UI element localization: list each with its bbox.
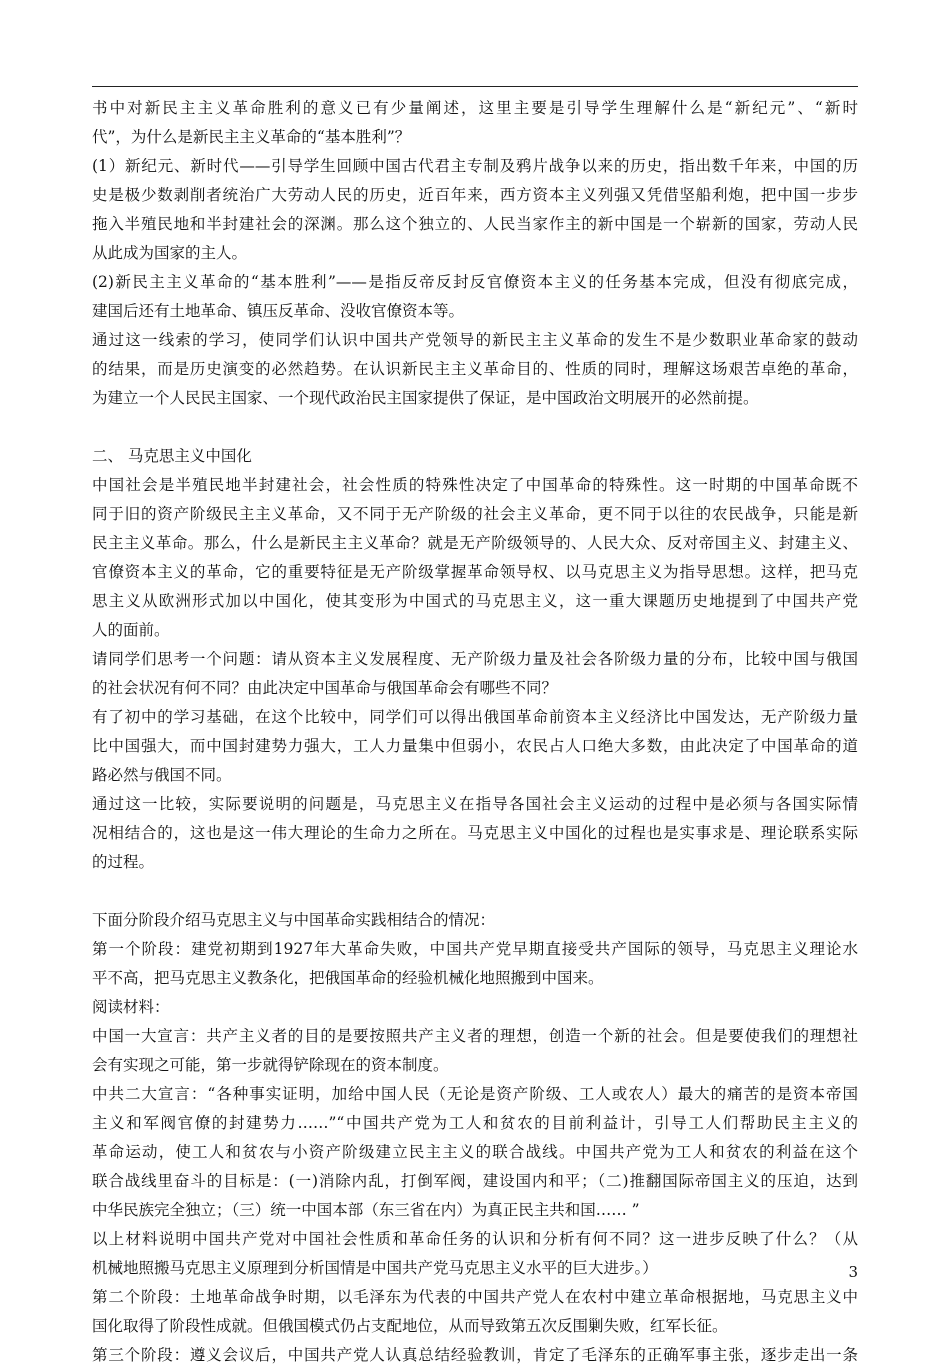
text-line: 官僚资本主义的革命，它的重要特征是无产阶级掌握革命领导权、以马克思主义为指导思想。这样，把马克 — [92, 563, 858, 581]
text-line: 中共二大宣言：“各种事实证明，加给中国人民（无论是资产阶级、工人或农人）最大的痛苦的是资本帝国 — [92, 1085, 858, 1103]
text-line: (2)新民主主义革命的“基本胜利”——是指反帝反封反官僚资本主义的任务基本完成，但没有彻底完成， — [92, 273, 858, 291]
text-line: 第一个阶段：建党初期到1927年大革命失败，中国共产党早期直接受共产国际的领导，马克思主义理论水 — [92, 940, 858, 958]
text-line: 请同学们思考一个问题：请从资本主义发展程度、无产阶级力量及社会各阶级力量的分布，比较中国与俄国 — [92, 650, 858, 668]
blank-line — [92, 413, 858, 442]
text-line: 拖入半殖民地和半封建社会的深渊。那么这个独立的、人民当家作主的新中国是一个崭新的国家，劳动人民 — [92, 215, 858, 233]
text-line: 第二个阶段：土地革命战争时期，以毛泽东为代表的中国共产党人在农村中建立革命根据地，马克思主义中 — [92, 1288, 858, 1306]
text-line: 民主主义革命。那么，什么是新民主主义革命？就是无产阶级领导的、人民大众、反对帝国主义、封建主义、 — [92, 534, 858, 552]
text-line: 有了初中的学习基础，在这个比较中，同学们可以得出俄国革命前资本主义经济比中国发达，无产阶级力量 — [92, 708, 858, 726]
text-line: 联合战线里奋斗的目标是：(一)消除内乱，打倒军阀，建设国内和平；（二)推翻国际帝国主义的压迫，达到 — [92, 1172, 858, 1190]
text-line: 通过这一线索的学习，使同学们认识中国共产党领导的新民主主义革命的发生不是少数职业革命家的鼓动 — [92, 331, 858, 349]
text-line: 的社会状况有何不同？由此决定中国革命与俄国革命会有哪些不同？ — [92, 679, 558, 697]
text-line: 况相结合的，这也是这一伟大理论的生命力之所在。马克思主义中国化的过程也是实事求是、理论联系实际 — [92, 824, 858, 842]
text-line: (1）新纪元、新时代——引导学生回顾中国古代君主专制及鸦片战争以来的历史，指出数千年来，中国的历 — [92, 157, 858, 175]
text-line: 为建立一个人民民主国家、一个现代政治民主国家提供了保证，是中国政治文明展开的必然前提。 — [92, 389, 759, 407]
text-line: 国化取得了阶段性成就。但俄国模式仍占支配地位，从而导致第五次反围剿失败，红军长征。 — [92, 1317, 728, 1335]
text-line: 第三个阶段：遵义会议后，中国共产党人认真总结经验教训，肯定了毛泽东的正确军事主张，逐步走出一条 — [92, 1346, 858, 1364]
text-line: 平不高，把马克思主义教条化，把俄国革命的经验机械化地照搬到中国来。 — [92, 969, 604, 987]
page-number: 3 — [848, 1263, 858, 1281]
text-line: 中国一大宣言：共产主义者的目的是要按照共产主义者的理想，创造一个新的社会。但是要使我们的理想社 — [92, 1027, 858, 1045]
text-line: 下面分阶段介绍马克思主义与中国革命实践相结合的情况： — [92, 911, 496, 929]
text-line: 主义和军阀官僚的封建势力……”“中国共产党为工人和贫农的目前利益计，引导工人们帮助民主主义的 — [92, 1114, 858, 1132]
text-line: 机械地照搬马克思主义原理到分析国情是中国共产党马克思主义水平的巨大进步。） — [92, 1259, 658, 1277]
text-line: 书中对新民主主义革命胜利的意义已有少量阐述，这里主要是引导学生理解什么是“新纪元”、“新时 — [92, 99, 858, 117]
text-line: 路必然与俄国不同。 — [92, 766, 232, 784]
text-line: 建国后还有土地革命、镇压反革命、没收官僚资本等。 — [92, 302, 465, 320]
text-line: 思主义从欧洲形式加以中国化，使其变形为中国式的马克思主义，这一重大课题历史地提到了中国共产党 — [92, 592, 858, 610]
text-line: 革命运动，使工人和贫农与小资产阶级建立民主主义的联合战线。中国共产党为工人和贫农的利益在这个 — [92, 1143, 858, 1161]
text-line: 阅读材料： — [92, 998, 170, 1016]
text-line: 史是极少数剥削者统治广大劳动人民的历史，近百年来，西方资本主义列强又凭借坚船利炮，把中国一步步 — [92, 186, 858, 204]
text-line: 以上材料说明中国共产党对中国社会性质和革命任务的认识和分析有何不同？这一进步反映了什么？（从 — [92, 1230, 858, 1248]
blank-line — [92, 877, 858, 906]
text-line: 同于旧的资产阶级民主主义革命，又不同于无产阶级的社会主义革命，更不同于以往的农民战争，只能是新 — [92, 505, 858, 523]
text-line: 通过这一比较，实际要说明的问题是，马克思主义在指导各国社会主义运动的过程中是必须与各国实际情 — [92, 795, 858, 813]
text-line: 中华民族完全独立；（三）统一中国本部（东三省在内）为真正民主共和国…… ” — [92, 1201, 640, 1219]
text-line: 从此成为国家的主人。 — [92, 244, 248, 262]
text-line: 会有实现之可能，第一步就得铲除现在的资本制度。 — [92, 1056, 449, 1074]
text-line: 中国社会是半殖民地半封建社会，社会性质的特殊性决定了中国革命的特殊性。这一时期的中国革命既不 — [92, 476, 858, 494]
text-line: 的结果，而是历史演变的必然趋势。在认识新民主主义革命目的、性质的同时，理解这场艰苦卓绝的革命， — [92, 360, 858, 378]
text-line: 人的面前。 — [92, 621, 170, 639]
text-line: 代”，为什么是新民主主义革命的“基本胜利”？ — [92, 128, 411, 146]
text-line: 的过程。 — [92, 853, 155, 871]
document-body — [92, 94, 858, 1370]
header-rule — [92, 86, 858, 87]
text-line: 比中国强大，而中国封建势力强大，工人力量集中但弱小，农民占人口绝大多数，由此决定了中国革命的道 — [92, 737, 858, 755]
section-heading: 二、 马克思主义中国化 — [92, 447, 252, 465]
